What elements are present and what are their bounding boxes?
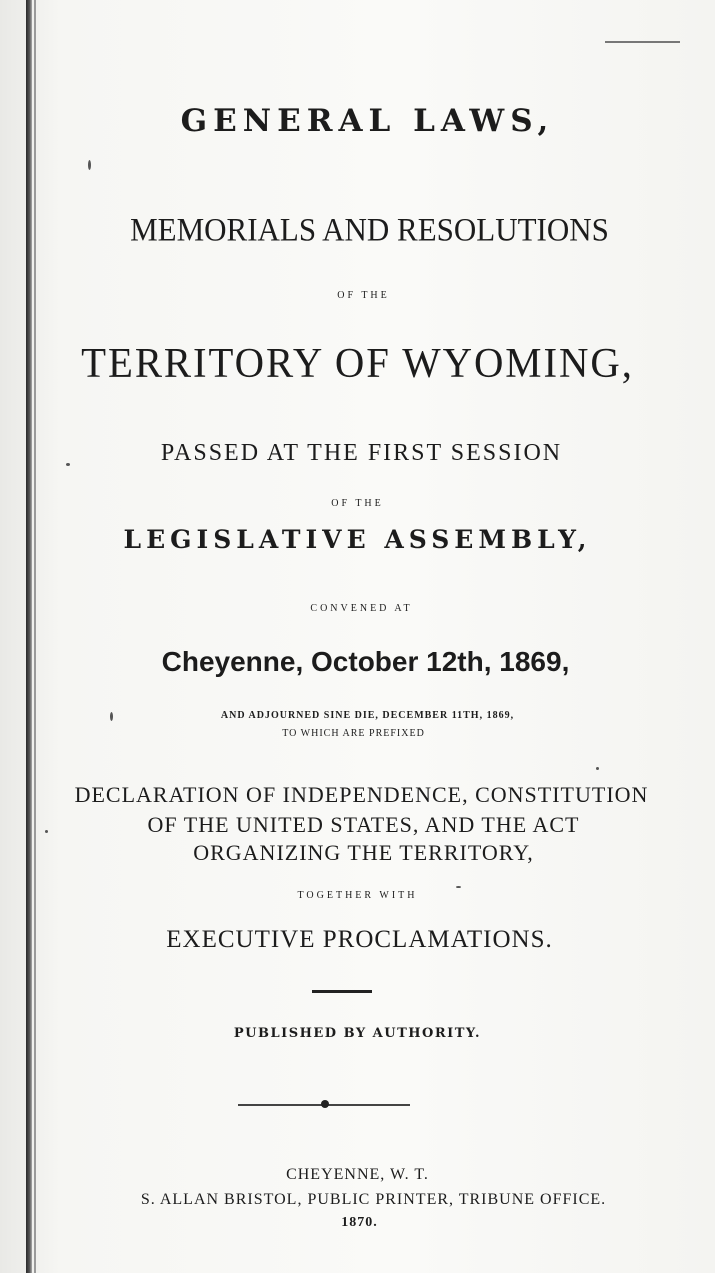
imprint-place: CHEYENNE, W. T.	[286, 1166, 429, 1183]
together-with-line: TOGETHER WITH	[297, 890, 418, 901]
imprint-printer: S. ALLAN BRISTOL, PUBLIC PRINTER, TRIBUNE OFFICE.	[140, 1191, 607, 1208]
ink-speck	[456, 886, 461, 888]
proclamations-heading: EXECUTIVE PROCLAMATIONS.	[166, 926, 553, 953]
ink-speck	[45, 830, 48, 833]
connector-of-the: OF THE	[337, 290, 390, 301]
declaration-line-2: OF THE UNITED STATES, AND THE ACT	[147, 812, 580, 837]
declaration-line-1: DECLARATION OF INDEPENDENCE, CONSTITUTION	[74, 782, 649, 807]
published-by-line: PUBLISHED BY AUTHORITY.	[233, 1026, 482, 1041]
territory-heading: TERRITORY OF WYOMING,	[81, 341, 634, 387]
declaration-line-3: ORGANIZING THE TERRITORY,	[193, 840, 534, 865]
adjourned-line: AND ADJOURNED SINE DIE, DECEMBER 11TH, 1869,	[220, 710, 515, 721]
page-binding-shadow	[34, 0, 36, 1273]
connector-of-the-2: OF THE	[331, 498, 384, 509]
ornament-dot	[321, 1100, 329, 1108]
prefixed-line: TO WHICH ARE PREFIXED	[282, 728, 425, 739]
divider-rule	[312, 990, 372, 993]
imprint-year: 1870.	[341, 1215, 378, 1230]
subtitle-heading: MEMORIALS AND RESOLUTIONS	[130, 211, 609, 248]
title-heading: GENERAL LAWS,	[180, 103, 555, 139]
page-binding-edge	[26, 0, 32, 1273]
session-line: PASSED AT THE FIRST SESSION	[160, 440, 563, 466]
assembly-heading: LEGISLATIVE ASSEMBLY,	[123, 525, 592, 554]
corner-mark	[605, 41, 680, 43]
ink-speck	[66, 463, 70, 466]
ink-speck	[88, 160, 91, 170]
ink-speck	[110, 712, 113, 721]
place-date-line: Cheyenne, October 12th, 1869,	[161, 646, 570, 677]
convened-at-line: CONVENED AT	[310, 603, 413, 614]
ink-speck	[596, 767, 599, 770]
